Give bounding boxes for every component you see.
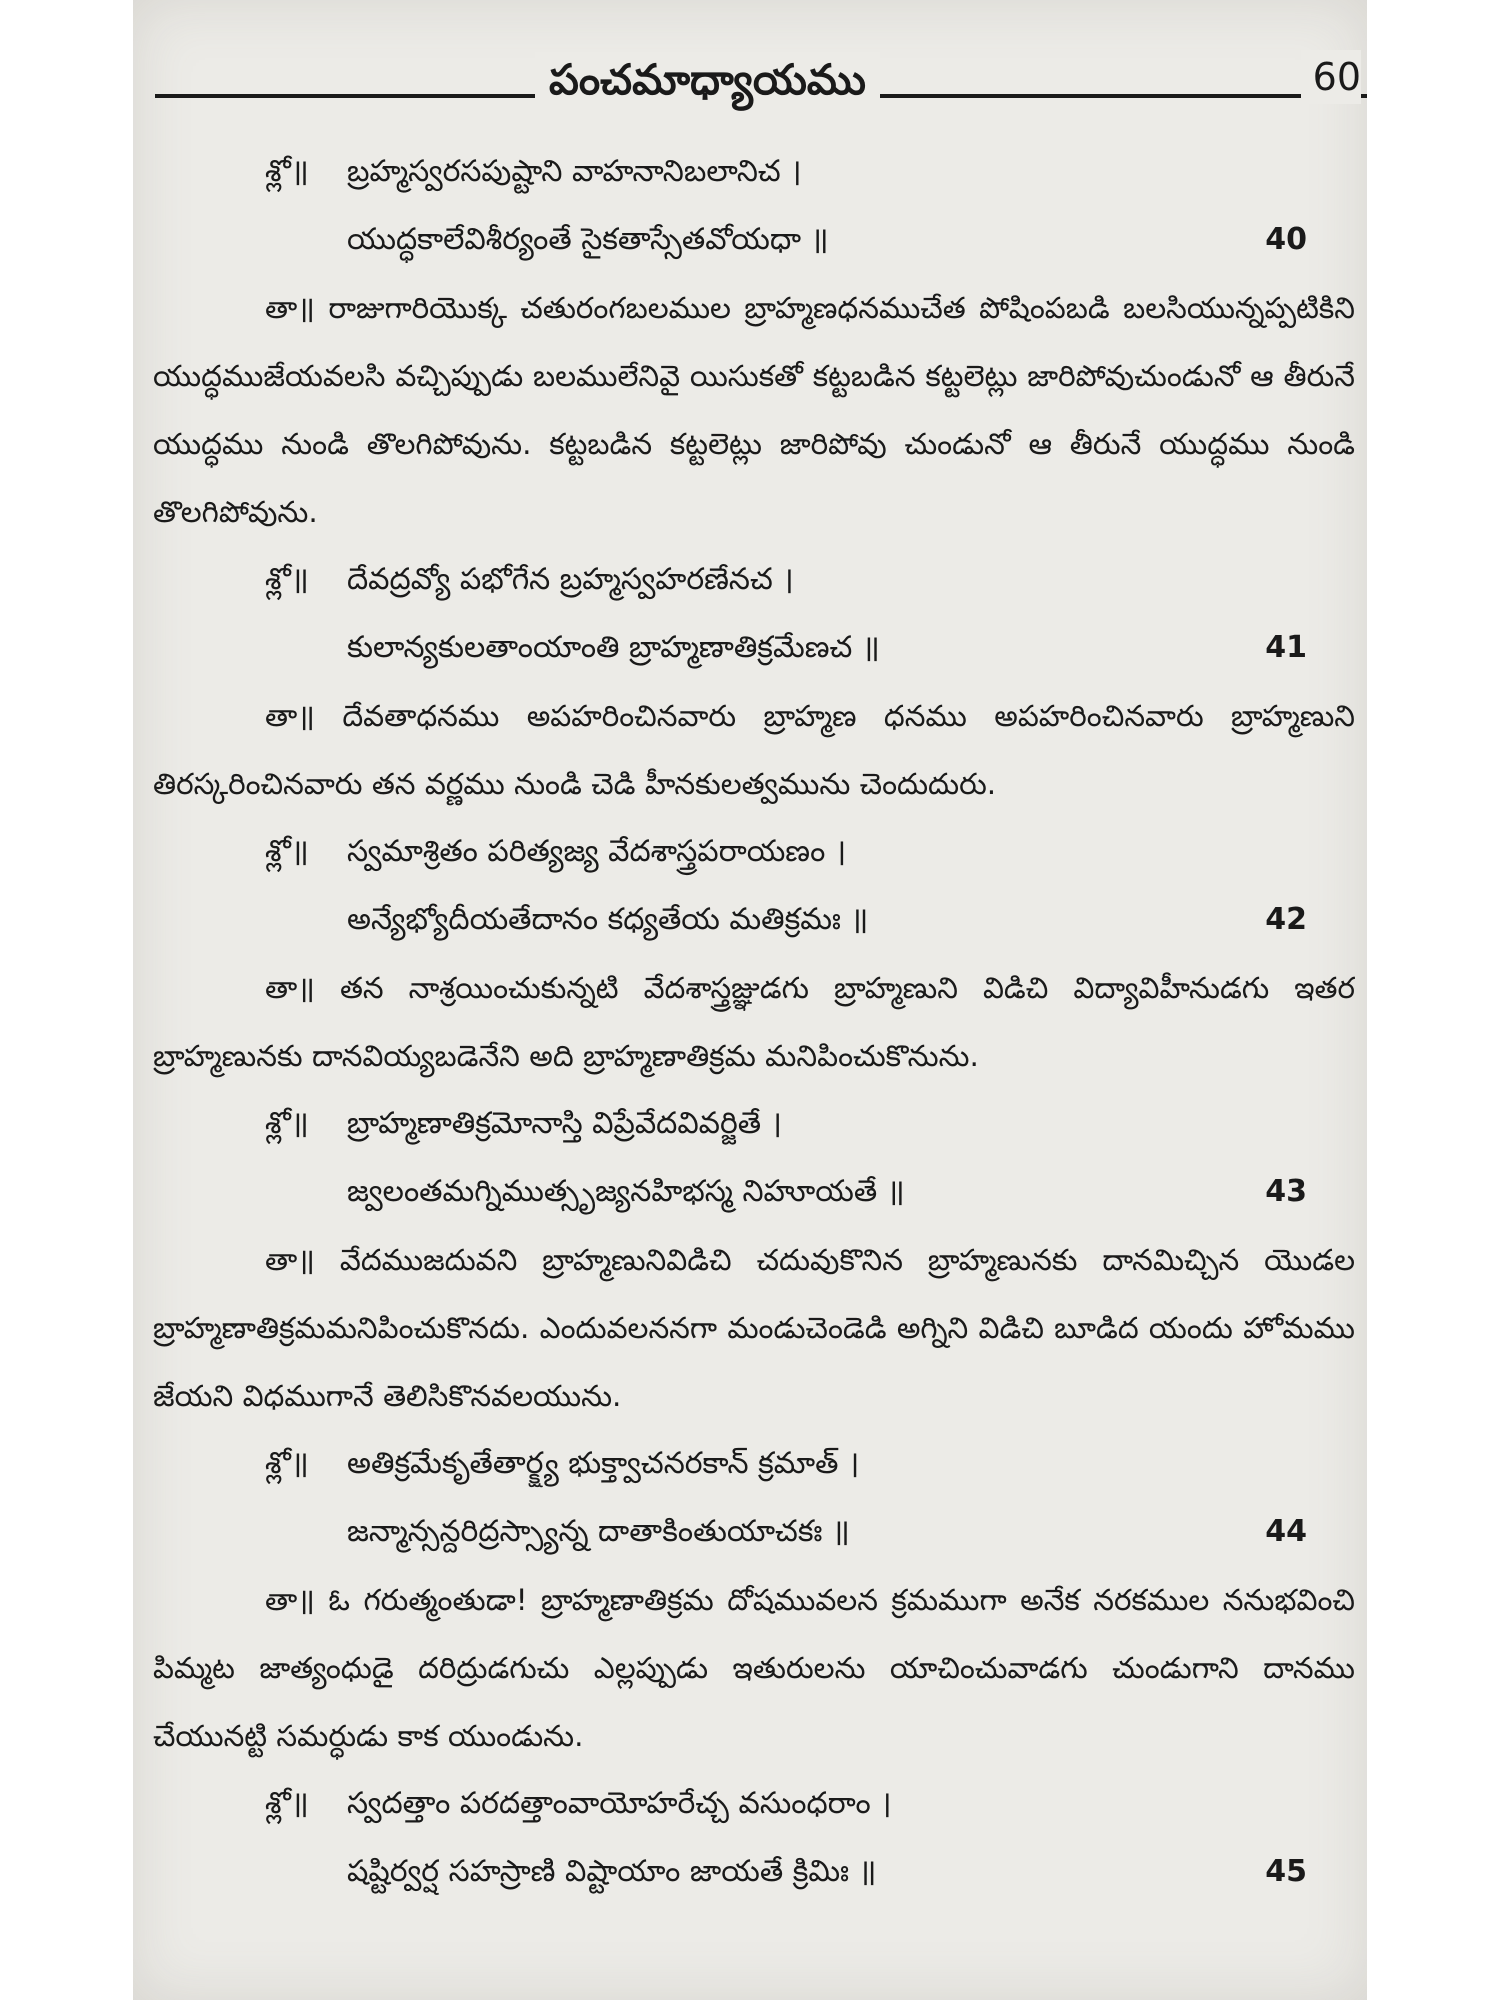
page-content [153, 138, 1355, 1906]
verse-line: అతిక్రమేకృతేతార్క్ష్య భుక్త్వాచనరకాన్ క్రమాత్ । [347, 1446, 860, 1481]
verse-43 [153, 1090, 1355, 1226]
page-number: 60 [1301, 50, 1361, 104]
commentary-text: తన నాశ్రయించుకున్నటి వేదశాస్త్రజ్ఞుడగు బ్రాహ్మణుని విడిచి విద్యావిహీనుడగు ఇతర బ్రాహ్మణునకు దానవియ్యబడెనేని అది బ్రాహ్మణాతిక్రమ మనిపించుకొనును. [153, 971, 1355, 1073]
chapter-title: పంచమాధ్యాయము [535, 52, 880, 108]
commentary-label: తా॥ [265, 699, 315, 733]
page-header [155, 48, 1367, 118]
commentary-43 [153, 1226, 1355, 1430]
verse-line: బ్రాహ్మణాతిక్రమోనాస్తి విప్రేవేదవివర్జితే । [347, 1106, 783, 1141]
commentary-41 [153, 682, 1355, 818]
commentary-text: ఓ గరుత్మంతుడా! బ్రాహ్మణాతిక్రమ దోషమువలన క్రమముగా అనేక నరకముల ననుభవించి పిమ్మట జాత్యంధుడై దరిద్రుడగుచు ఎల్లప్పుడు ఇతురులను యాచించువాడగు చుండుగాని దానము చేయునట్టి సమర్ధుడు కాక యుండును. [153, 1583, 1355, 1753]
verse-label: శ్లో॥ [265, 834, 309, 869]
verse-44 [153, 1430, 1355, 1566]
verse-label: శ్లో॥ [265, 562, 309, 597]
commentary-42 [153, 954, 1355, 1090]
verse-number: 40 [1265, 222, 1307, 257]
verse-number: 44 [1265, 1514, 1307, 1549]
verse-45 [153, 1770, 1355, 1906]
commentary-44 [153, 1566, 1355, 1770]
verse-40 [153, 138, 1355, 274]
verse-line: స్వమాశ్రితం పరిత్యజ్య వేదశాస్త్రపరాయణం । [347, 834, 847, 869]
commentary-text: రాజుగారియొక్క చతురంగబలముల బ్రాహ్మణధనముచేత పోషింపబడి బలసియున్నప్పటికిని యుద్ధముజేయవలసి వచ్చిప్పుడు బలములేనివై యిసుకతో కట్టబడిన కట్టలెట్లు జారిపోవుచుండునో ఆ తీరునే యుద్ధము నుండి తొలగిపోవును. కట్టబడిన కట్టలెట్లు జారిపోవు చుండునో ఆ తీరునే యుద్ధము నుండి తొలగిపోవును. [153, 291, 1355, 529]
verse-line: కులాన్యకులతాంయాంతి బ్రాహ్మణాతిక్రమేణచ ॥ [347, 630, 880, 665]
verse-number: 42 [1265, 902, 1307, 937]
verse-label: శ్లో॥ [265, 154, 309, 189]
commentary-text: దేవతాధనము అపహరించినవారు బ్రాహ్మణ ధనము అపహరించినవారు బ్రాహ్మణుని తిరస్కరించినవారు తన వర్ణము నుండి చెడి హీనకులత్వమును చెందుదురు. [153, 699, 1355, 801]
verse-line: దేవద్రవ్యో పభోగేన బ్రహ్మస్వహరణేనచ । [347, 562, 794, 597]
verse-line: అన్యేభ్యోదీయతేదానం కధ్యతేయ మతిక్రమః ॥ [347, 902, 869, 937]
verse-label: శ్లో॥ [265, 1786, 309, 1821]
verse-number: 41 [1265, 630, 1307, 665]
verse-line: స్వదత్తాం పరదత్తాంవాయోహరేచ్చ వసుంధరాం । [347, 1786, 892, 1821]
commentary-text: వేదముజదువని బ్రాహ్మణునివిడిచి చదువుకొనిన బ్రాహ్మణునకు దానమిచ్చిన యొడల బ్రాహ్మణాతిక్రమమనిపించుకొనదు. ఎందువలననగా మండుచెండెడి అగ్నిని విడిచి బూడిద యందు హోమము జేయని విధముగానే తెలిసికొనవలయును. [153, 1243, 1355, 1413]
verse-line: యుద్ధకాలేవిశీర్యంతే సైకతాస్సేతవోయధా ॥ [347, 222, 829, 257]
commentary-label: తా॥ [265, 291, 315, 325]
commentary-label: తా॥ [265, 1583, 315, 1617]
verse-42 [153, 818, 1355, 954]
book-page [133, 0, 1367, 2000]
verse-line: షష్టిర్వర్ష సహస్రాణి విష్టాయాం జాయతే క్రిమిః ॥ [347, 1854, 877, 1889]
verse-line: జన్మాన్సన్దరిద్రస్స్యాన్న దాతాకింతుయాచకః ॥ [347, 1514, 850, 1549]
verse-line: బ్రహ్మస్వరసపుష్టాని వాహనానిబలానిచ । [347, 154, 802, 189]
verse-number: 43 [1265, 1174, 1307, 1209]
commentary-label: తా॥ [265, 1243, 315, 1277]
verse-41 [153, 546, 1355, 682]
verse-line: జ్వలంతమగ్నిముత్సృజ్యనహిభస్మ నిహూయతే ॥ [347, 1174, 905, 1209]
verse-label: శ్లో॥ [265, 1106, 309, 1141]
verse-number: 45 [1265, 1854, 1307, 1889]
verse-label: శ్లో॥ [265, 1446, 309, 1481]
commentary-label: తా॥ [265, 971, 315, 1005]
commentary-40 [153, 274, 1355, 546]
